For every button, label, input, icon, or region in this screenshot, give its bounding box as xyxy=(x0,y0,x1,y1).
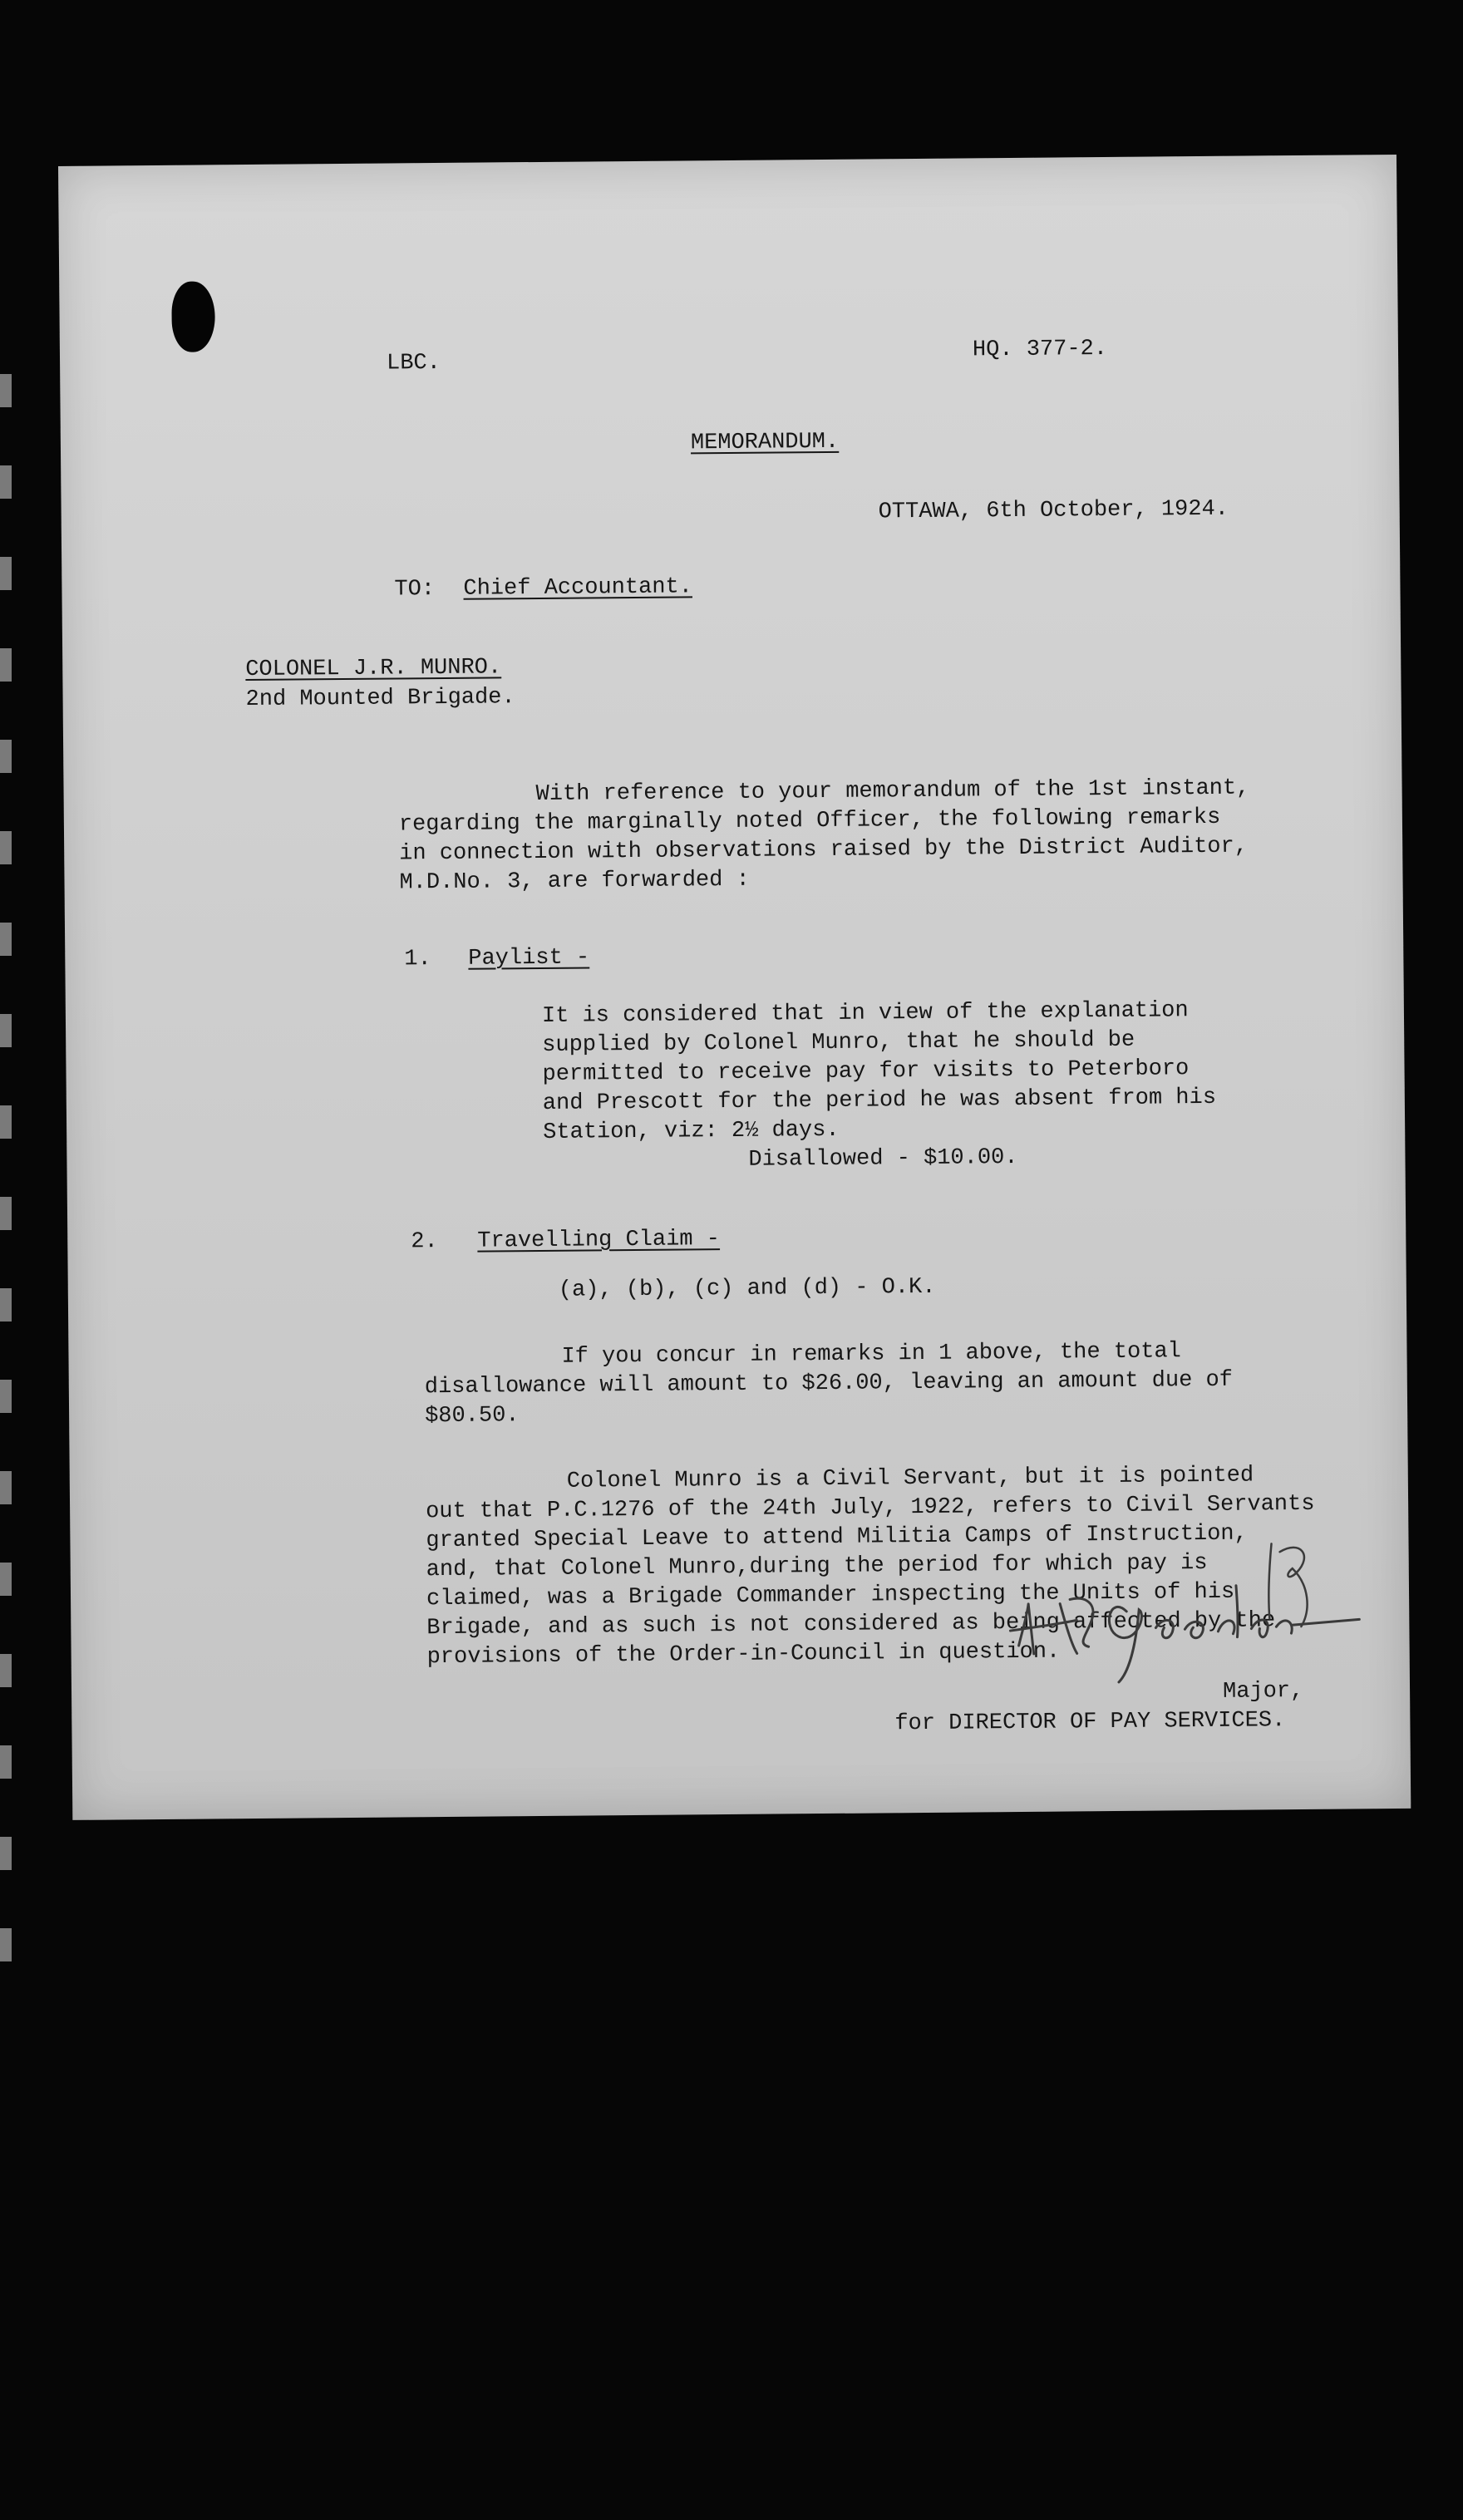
item2-title: Travelling Claim - xyxy=(477,1227,721,1254)
civil-line: out that P.C.1276 of the 24th July, 1922, refers to Civil Servants xyxy=(426,1491,1315,1525)
handwritten-signature xyxy=(1001,1534,1368,1687)
to-recipient: Chief Accountant. xyxy=(463,574,693,602)
place-date: OTTAWA, 6th October, 1924. xyxy=(878,496,1229,525)
civil-line: and, that Colonel Munro,during the period for which pay is xyxy=(426,1551,1208,1583)
memo-page xyxy=(58,155,1411,1820)
intro-line: M.D.No. 3, are forwarded : xyxy=(399,867,750,896)
to-label: TO: xyxy=(394,577,436,603)
item1-title: Paylist - xyxy=(468,945,590,972)
item1-line: It is considered that in view of the explanation xyxy=(541,998,1189,1029)
item1-line: supplied by Colonel Munro, that he should be xyxy=(542,1027,1135,1058)
sender-initials: LBC. xyxy=(386,350,441,377)
intro-line: in connection with observations raised by the District Auditor, xyxy=(399,834,1249,867)
concur-line: disallowance will amount to $26.00, leaving an amount due of xyxy=(424,1367,1234,1400)
civil-line: provisions of the Order-in-Council in question. xyxy=(426,1639,1061,1671)
film-edge-marks xyxy=(0,316,12,1995)
item2-detail: (a), (b), (c) and (d) - O.K. xyxy=(558,1274,936,1303)
intro-line: regarding the marginally noted Officer, the following remarks xyxy=(398,805,1221,838)
margin-officer: COLONEL J.R. MUNRO. xyxy=(245,655,502,683)
margin-unit: 2nd Mounted Brigade. xyxy=(245,685,515,713)
intro-line: With reference to your memorandum of the 1st instant, xyxy=(535,775,1250,808)
file-number: HQ. 377-2. xyxy=(972,336,1108,363)
signoff-rank: Major, xyxy=(1222,1678,1304,1705)
item2-number: 2. xyxy=(411,1229,438,1255)
civil-line: Colonel Munro is a Civil Servant, but it is pointed xyxy=(566,1463,1254,1494)
item1-line: permitted to receive pay for visits to Peterboro xyxy=(542,1056,1190,1087)
item1-number: 1. xyxy=(404,947,431,972)
civil-line: claimed, was a Brigade Commander inspecting the Units of his xyxy=(426,1579,1235,1612)
concur-line: $80.50. xyxy=(425,1403,520,1430)
civil-line: granted Special Leave to attend Militia Camps of Instruction, xyxy=(426,1521,1248,1554)
signoff-title: for DIRECTOR OF PAY SERVICES. xyxy=(894,1708,1286,1737)
concur-line: If you concur in remarks in 1 above, the total xyxy=(561,1339,1181,1370)
item1-line: and Prescott for the period he was absent from his xyxy=(542,1085,1217,1116)
item1-disallowed: Disallowed - $10.00. xyxy=(748,1144,1018,1173)
memo-heading: MEMORANDUM. xyxy=(690,429,840,456)
civil-line: Brigade, and as such is not considered as being affected by the xyxy=(426,1608,1276,1641)
punch-hole xyxy=(171,281,215,352)
item1-line: Station, viz: 2½ days. xyxy=(543,1117,840,1145)
